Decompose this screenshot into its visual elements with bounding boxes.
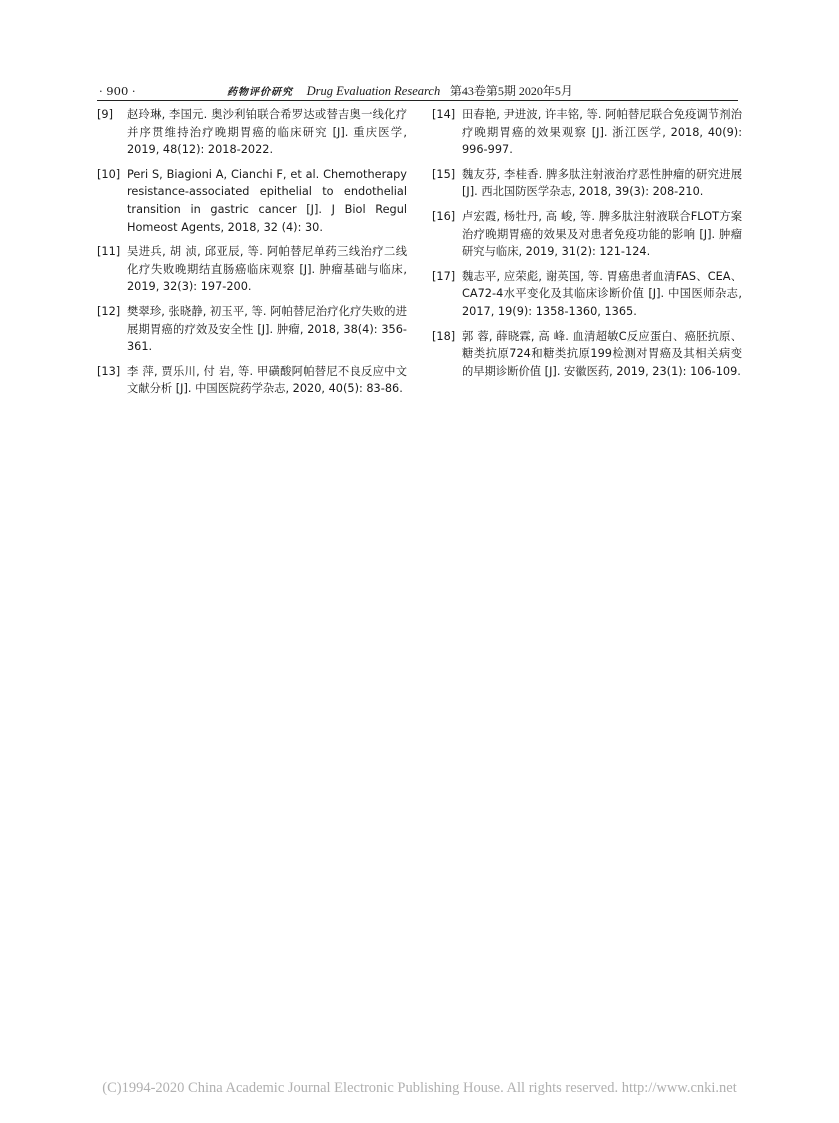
reference-item	[97, 243, 407, 296]
reference-number: [15]	[432, 167, 456, 181]
reference-text: 魏友芬, 李桂香. 脾多肽注射液治疗恶性肿瘤的研究进展 [J]. 西北国防医学杂志, 2018, 39(3): 208-210.	[462, 167, 742, 199]
reference-text: 田春艳, 尹进波, 许丰铭, 等. 阿帕替尼联合免疫调节剂治疗晚期胃癌的效果观察 [J]. 浙江医学, 2018, 40(9): 996-997.	[462, 108, 742, 157]
reference-number: [10]	[97, 167, 121, 181]
reference-text: 郭 蓉, 薛晓霖, 高 峰. 血清超敏C反应蛋白、癌胚抗原、糖类抗原724和糖类抗原199检测对胃癌及其相关病变的早期诊断价值 [J]. 安徽医药, 2019, 23(1): 106-109.	[462, 329, 742, 378]
reference-item	[97, 363, 407, 398]
reference-text: 卢宏霞, 杨牡丹, 高 峻, 等. 脾多肽注射液联合FLOT方案治疗晚期胃癌的效果及对患者免疫功能的影响 [J]. 肿瘤研究与临床, 2019, 31(2): 121-124.	[462, 209, 742, 259]
reference-item	[97, 303, 407, 356]
reference-item	[97, 106, 407, 159]
reference-number: [11]	[97, 245, 121, 259]
copyright-watermark: (C)1994-2020 China Academic Journal Electronic Publishing House. All rights reserved. http://www.cnki.net	[102, 1080, 737, 1096]
reference-number: [18]	[432, 329, 456, 343]
reference-text: 魏志平, 应荣彪, 谢英国, 等. 胃癌患者血清FAS、CEA、CA72-4水平变化及其临床诊断价值 [J]. 中国医师杂志, 2017, 19(9): 1358-1360, 1365.	[462, 269, 742, 318]
reference-column-right	[432, 106, 742, 387]
reference-item	[432, 208, 742, 261]
reference-item	[432, 106, 742, 159]
reference-item	[432, 328, 742, 381]
reference-text: 樊翠珍, 张晓静, 初玉平, 等. 阿帕替尼治疗化疗失败的进展期胃癌的疗效及安全性 [J]. 肿瘤, 2018, 38(4): 356-361.	[127, 304, 407, 354]
reference-column-left	[97, 106, 407, 405]
reference-text: 赵玲琳, 李国元. 奥沙利铂联合希罗达或替吉奥一线化疗并序贯维持治疗晚期胃癌的临床研究 [J]. 重庆医学, 2019, 48(12): 2018-2022.	[127, 108, 407, 157]
reference-text: 李 萍, 贾乐川, 付 岩, 等. 甲磺酸阿帕替尼不良反应中文文献分析 [J]. 中国医院药学杂志, 2020, 40(5): 83-86.	[127, 364, 407, 396]
journal-title-cn: 药物评价研究	[227, 87, 293, 98]
volume-issue-date: 第43卷第5期 2020年5月	[449, 84, 573, 98]
reference-number: [17]	[432, 269, 456, 283]
reference-text: Peri S, Biagioni A, Cianchi F, et al. Chemotherapy resistance-associated epithelial to endothelial transition in gastric cancer [J]. J Biol Regul Homeost Agents, 2018, 32 (4): 30.	[127, 167, 407, 234]
running-header	[97, 82, 738, 101]
reference-item	[432, 268, 742, 321]
reference-item	[432, 166, 742, 201]
reference-number: [14]	[432, 108, 456, 121]
reference-item	[97, 166, 407, 236]
reference-number: [16]	[432, 209, 456, 223]
journal-title	[227, 83, 573, 101]
reference-text: 吴进兵, 胡 浈, 邱亚辰, 等. 阿帕替尼单药三线治疗二线化疗失败晚期结直肠癌临床观察 [J]. 肿瘤基础与临床, 2019, 32(3): 197-200.	[127, 245, 407, 294]
reference-number: [9]	[97, 108, 114, 121]
journal-title-en: Drug Evaluation Research	[306, 84, 441, 98]
reference-number: [12]	[97, 304, 121, 318]
page-number: · 900 ·	[99, 84, 136, 98]
reference-number: [13]	[97, 364, 121, 378]
